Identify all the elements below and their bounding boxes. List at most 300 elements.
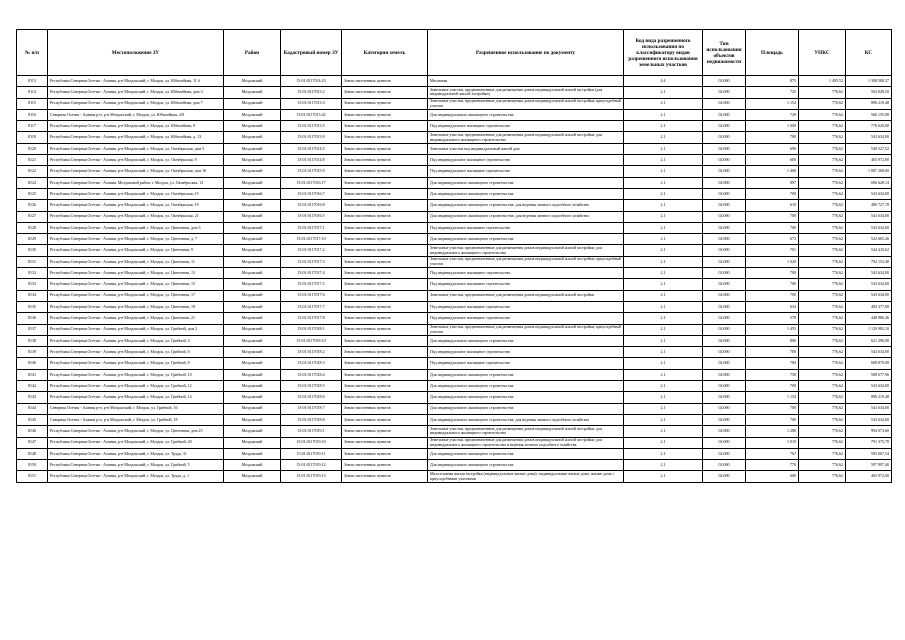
cell-use-code: 2.1 bbox=[624, 268, 703, 279]
cell-land-category: Земли населенных пунктов bbox=[342, 200, 428, 211]
cell-permitted-use: Для индивидуального жилищного строительства bbox=[428, 109, 624, 120]
cell-ks: 566 155,98 bbox=[846, 109, 892, 120]
cell-cadastral-number: 15:01:0117017:2 bbox=[281, 245, 342, 256]
cell-ks: 543 634,00 bbox=[846, 211, 892, 222]
cell-land-category: Земли населенных пунктов bbox=[342, 392, 428, 403]
cell-location: Республика Северная Осетия - Алания, р-н Моздокский, г. Моздок, ул. Юбилейная, 11 б bbox=[48, 76, 224, 87]
cell-district: Моздокский bbox=[224, 471, 281, 482]
col-header-area: Площадь bbox=[746, 30, 799, 76]
cell-permitted-use: Под индивидуальное жилищное строительство bbox=[428, 155, 624, 166]
cell-ks: 543 634,00 bbox=[846, 381, 892, 392]
cell-upks: 776,62 bbox=[799, 426, 846, 437]
cell-use-type: 02:000 bbox=[703, 290, 746, 301]
cell-cadastral-number: 15:01:0117017:3 bbox=[281, 256, 342, 267]
cell-upks: 776,62 bbox=[799, 381, 846, 392]
cell-ks: 492 377,08 bbox=[846, 301, 892, 312]
cell-ks: 543 634,00 bbox=[846, 403, 892, 414]
cell-number: 8130 bbox=[17, 245, 48, 256]
cell-area: 700 bbox=[746, 188, 799, 199]
cell-area: 700 bbox=[746, 290, 799, 301]
cell-use-code: 2.1 bbox=[624, 222, 703, 233]
cell-use-type: 02:000 bbox=[703, 132, 746, 143]
cell-permitted-use: Земельные участки, предназначенные для размещения домов индивидуальной жилой застройки; для индивидуального жилищного строительства и ведения личного подсобного хозяйства bbox=[428, 437, 624, 448]
cell-district: Моздокский bbox=[224, 392, 281, 403]
cell-area: 578 bbox=[746, 313, 799, 324]
cell-use-code: 2.1 bbox=[624, 109, 703, 120]
cell-area: 1 154 bbox=[746, 392, 799, 403]
cell-use-type: 02:000 bbox=[703, 222, 746, 233]
cell-upks: 1 495,52 bbox=[799, 76, 846, 87]
cell-area: 784 bbox=[746, 358, 799, 369]
table-row bbox=[17, 188, 892, 199]
cell-area: 729 bbox=[746, 109, 799, 120]
cell-permitted-use: Под индивидуальное жилищное строительство bbox=[428, 222, 624, 233]
cell-land-category: Земли населенных пунктов bbox=[342, 324, 428, 335]
cell-location: Республика Северная Осетия - Алания, р-н Моздокский, г. Моздок, ул. Грибной, 10 bbox=[48, 369, 224, 380]
cell-upks: 776,62 bbox=[799, 414, 846, 425]
cell-use-type: 02:000 bbox=[703, 109, 746, 120]
cell-location: Республика Северная Осетия - Алания, р-н Моздокский, г. Моздок, ул. Цветочная, 19 bbox=[48, 301, 224, 312]
cell-use-code: 2.1 bbox=[624, 177, 703, 188]
table-row bbox=[17, 460, 892, 471]
cell-ks: 608 870,08 bbox=[846, 358, 892, 369]
table-row bbox=[17, 256, 892, 267]
cell-permitted-use: Земельные участки, предназначенные для размещения домов индивидуальной жилой застройки; для индивидуального жилищного строительства bbox=[428, 245, 624, 256]
cell-cadastral-number: 15:01:0117019:13 bbox=[281, 471, 342, 482]
cell-cadastral-number: 15:01:0117017:10 bbox=[281, 234, 342, 245]
cell-upks: 776,62 bbox=[799, 369, 846, 380]
cell-ks: 792 152,40 bbox=[846, 256, 892, 267]
cell-use-type: 02:000 bbox=[703, 358, 746, 369]
cell-upks: 776,62 bbox=[799, 87, 846, 98]
cell-ks: 540 527,52 bbox=[846, 143, 892, 154]
cell-use-type: 02:000 bbox=[703, 166, 746, 177]
cell-land-category: Земли населенных пунктов bbox=[342, 177, 428, 188]
cell-upks: 776,62 bbox=[799, 256, 846, 267]
cell-area: 758 bbox=[746, 369, 799, 380]
table-row bbox=[17, 290, 892, 301]
table-row bbox=[17, 177, 892, 188]
cell-cadastral-number: 15:01:0117018:3 bbox=[281, 358, 342, 369]
table-row bbox=[17, 87, 892, 98]
cell-use-code: 2.1 bbox=[624, 87, 703, 98]
cell-number: 8133 bbox=[17, 279, 48, 290]
cell-cadastral-number: 15:01:0117019:1 bbox=[281, 426, 342, 437]
cell-district: Моздокский bbox=[224, 256, 281, 267]
cell-location: Республика Северная Осетия - Алания, р-н Моздокский, г. Моздок, ул. Грибной, 6 bbox=[48, 347, 224, 358]
cell-district: Моздокский bbox=[224, 268, 281, 279]
cell-ks: 543 634,00 bbox=[846, 414, 892, 425]
cell-use-code: 4.4 bbox=[624, 76, 703, 87]
cell-upks: 776,62 bbox=[799, 301, 846, 312]
cell-ks: 776 620,00 bbox=[846, 121, 892, 132]
cell-area: 700 bbox=[746, 222, 799, 233]
table-row bbox=[17, 426, 892, 437]
cell-cadastral-number: 15:01:0117013:42 bbox=[281, 109, 342, 120]
cell-ks: 522 665,26 bbox=[846, 234, 892, 245]
cell-land-category: Земли населенных пунктов bbox=[342, 121, 428, 132]
cell-cadastral-number: 15:01:0117016:17 bbox=[281, 177, 342, 188]
cell-permitted-use: Для индивидуального жилищного строительства; для ведения личного подсобного хозяйства bbox=[428, 414, 624, 425]
cell-cadastral-number: 15:01:0117018:10 bbox=[281, 335, 342, 346]
cell-use-type: 02:000 bbox=[703, 76, 746, 87]
cell-area: 770 bbox=[746, 460, 799, 471]
cell-area: 673 bbox=[746, 234, 799, 245]
cell-location: Республика Северная Осетия - Алания, р-н Моздокский, г. Моздок, ул. Октябрьская, дом 5 bbox=[48, 143, 224, 154]
cell-upks: 776,62 bbox=[799, 335, 846, 346]
cell-location: Республика Северная Осетия - Алания, р-н Моздокский, г. Моздок, ул. Октябрьская, 15 bbox=[48, 188, 224, 199]
table-row bbox=[17, 335, 892, 346]
cell-upks: 776,62 bbox=[799, 268, 846, 279]
cell-land-category: Земли населенных пунктов bbox=[342, 222, 428, 233]
cell-area: 1 000 bbox=[746, 121, 799, 132]
cell-use-type: 02:000 bbox=[703, 426, 746, 437]
cell-land-category: Земли населенных пунктов bbox=[342, 460, 428, 471]
cell-number: 8115 bbox=[17, 98, 48, 109]
cell-upks: 776,62 bbox=[799, 313, 846, 324]
table-row bbox=[17, 324, 892, 335]
cell-use-code: 2.1 bbox=[624, 234, 703, 245]
cell-permitted-use: Земельные участки, предназначенные для размещения домов индивидуальной жилой застройки; для индивидуального жилищного строительства bbox=[428, 426, 624, 437]
cell-use-code: 2.1 bbox=[624, 313, 703, 324]
table-row bbox=[17, 109, 892, 120]
cell-upks: 776,62 bbox=[799, 403, 846, 414]
cell-use-type: 02:000 bbox=[703, 268, 746, 279]
table-row bbox=[17, 392, 892, 403]
cell-location: Республика Северная Осетия - Алания, р-н Моздокский, г. Моздок, ул. Цветочная, 9 bbox=[48, 245, 224, 256]
land-plots-table bbox=[16, 29, 892, 483]
cell-number: 8126 bbox=[17, 200, 48, 211]
cell-permitted-use: Земельные участки, предназначенные для размещения домов индивидуальной жилой застройки; приусадебный участок bbox=[428, 98, 624, 109]
cell-number: 8151 bbox=[17, 471, 48, 482]
col-header-number: № п/п bbox=[17, 30, 48, 76]
cell-use-type: 02:000 bbox=[703, 121, 746, 132]
table-row bbox=[17, 448, 892, 459]
cell-upks: 776,62 bbox=[799, 188, 846, 199]
cell-cadastral-number: 15:01:0117013:9 bbox=[281, 132, 342, 143]
cell-district: Моздокский bbox=[224, 177, 281, 188]
cell-location: Республика Северная Осетия - Алания, р-н Моздокский, г. Моздок, ул. Цветочная, дом 23 bbox=[48, 426, 224, 437]
cell-location: Республика Северная Осетия - Алания, р-н Моздокский, г. Моздок, ул. Юбилейная, д. 13 bbox=[48, 132, 224, 143]
cell-district: Моздокский bbox=[224, 279, 281, 290]
cell-district: Моздокский bbox=[224, 347, 281, 358]
cell-district: Моздокский bbox=[224, 98, 281, 109]
cell-permitted-use: Под индивидуальное жилищное строительство bbox=[428, 301, 624, 312]
cell-upks: 776,62 bbox=[799, 211, 846, 222]
cell-permitted-use: Земельные участки под индивидуальный жилой дом bbox=[428, 143, 624, 154]
table-row bbox=[17, 471, 892, 482]
cell-use-code: 2.1 bbox=[624, 347, 703, 358]
cell-area: 619 bbox=[746, 200, 799, 211]
cell-permitted-use: Для индивидуального жилищного строительства bbox=[428, 460, 624, 471]
cell-cadastral-number: 15:01:0117017:8 bbox=[281, 313, 342, 324]
cell-district: Моздокский bbox=[224, 437, 281, 448]
cell-number: 8127 bbox=[17, 211, 48, 222]
table-header-row bbox=[17, 30, 892, 76]
cell-ks: 448 886,36 bbox=[846, 313, 892, 324]
cell-district: Моздокский bbox=[224, 76, 281, 87]
cell-number: 8124 bbox=[17, 177, 48, 188]
cell-ks: 563 049,50 bbox=[846, 87, 892, 98]
cell-area: 897 bbox=[746, 177, 799, 188]
cell-permitted-use: Для индивидуального жилищного строительства; для ведения личного подсобного хозяйства bbox=[428, 211, 624, 222]
cell-use-type: 02:000 bbox=[703, 403, 746, 414]
table-row bbox=[17, 369, 892, 380]
cell-number: 8121 bbox=[17, 155, 48, 166]
cell-location: Республика Северная Осетия - Алания, р-н Моздокский, г. Моздок, ул. Грибной, дом 2 bbox=[48, 324, 224, 335]
cell-location: Северная Осетия - Алания р-н, р-н Моздокский, г. Моздок, ул. Грибной, 16 bbox=[48, 403, 224, 414]
cell-number: 8139 bbox=[17, 347, 48, 358]
cell-upks: 776,62 bbox=[799, 109, 846, 120]
cell-cadastral-number: 15:01:0117016:7 bbox=[281, 188, 342, 199]
cell-location: Республика Северная Осетия - Алания, р-н Моздокский, г. Моздок, ул. Грибной, 5 bbox=[48, 460, 224, 471]
cell-use-code: 2.1 bbox=[624, 121, 703, 132]
cell-district: Моздокский bbox=[224, 87, 281, 98]
cell-location: Республика Северная Осетия - Алания, р-н Моздокский, г. Моздок, ул. Цветочная, 11 bbox=[48, 256, 224, 267]
cell-area: 1 455 bbox=[746, 324, 799, 335]
cell-cadastral-number: 15:01:0117013:5 bbox=[281, 121, 342, 132]
cell-permitted-use: Под индивидуальное жилищное строительство bbox=[428, 347, 624, 358]
cell-land-category: Земли населенных пунктов bbox=[342, 347, 428, 358]
cell-location: Республика Северная Осетия - Алания, р-н Моздокский, г. Моздок, ул. Цветочная, 17 bbox=[48, 290, 224, 301]
cell-area: 1 280 bbox=[746, 426, 799, 437]
cell-permitted-use: Под индивидуальное жилищное строительство bbox=[428, 268, 624, 279]
cell-upks: 776,62 bbox=[799, 324, 846, 335]
cell-permitted-use: Малоэтажная жилая застройка (индивидуальные жилые дома); индивидуальные жилые дома, жилые дома с приусадебными участками bbox=[428, 471, 624, 482]
table-row bbox=[17, 301, 892, 312]
cell-area: 1 019 bbox=[746, 437, 799, 448]
cell-upks: 776,62 bbox=[799, 155, 846, 166]
cell-land-category: Земли населенных пунктов bbox=[342, 143, 428, 154]
cell-ks: 1 087 268,00 bbox=[846, 166, 892, 177]
cell-number: 8116 bbox=[17, 109, 48, 120]
cell-area: 800 bbox=[746, 335, 799, 346]
cell-use-code: 2.1 bbox=[624, 392, 703, 403]
cell-ks: 595 667,54 bbox=[846, 448, 892, 459]
cell-upks: 776,62 bbox=[799, 245, 846, 256]
cell-upks: 776,62 bbox=[799, 177, 846, 188]
cell-cadastral-number: 15:01:0117018:1 bbox=[281, 324, 342, 335]
cell-land-category: Земли населенных пунктов bbox=[342, 290, 428, 301]
cell-district: Моздокский bbox=[224, 369, 281, 380]
cell-permitted-use: Для индивидуального жилищного строительства; для ведения личного подсобного хозяйства bbox=[428, 200, 624, 211]
cell-upks: 776,62 bbox=[799, 222, 846, 233]
cell-cadastral-number: 15:01:0117014:5 bbox=[281, 143, 342, 154]
cell-land-category: Земли населенных пунктов bbox=[342, 426, 428, 437]
cell-number: 8140 bbox=[17, 358, 48, 369]
cell-number: 8143 bbox=[17, 392, 48, 403]
col-header-use-type: Тип использования объектов недвижимости bbox=[703, 30, 746, 76]
cell-use-code: 2.1 bbox=[624, 279, 703, 290]
cell-upks: 776,62 bbox=[799, 460, 846, 471]
cell-location: Северная Осетия - Алания р-н, р-н Моздокский, г. Моздок, ул. Юбилейная, 4/8 bbox=[48, 109, 224, 120]
cell-use-type: 02:000 bbox=[703, 381, 746, 392]
cell-district: Моздокский bbox=[224, 290, 281, 301]
cell-area: 701 bbox=[746, 245, 799, 256]
cell-number: 8142 bbox=[17, 381, 48, 392]
cell-permitted-use: Земельные участки, предназначенные для размещения домов индивидуальной жилой застройки; для индивидуального жилищного строительства bbox=[428, 132, 624, 143]
cell-location: Республика Северная Осетия - Алания, р-н Моздокский, г. Моздок, ул. Юбилейная, 9 bbox=[48, 121, 224, 132]
cell-cadastral-number: 15:01:0117018:7 bbox=[281, 403, 342, 414]
cell-cadastral-number: 15:01:0117018:4 bbox=[281, 369, 342, 380]
cell-use-type: 02:000 bbox=[703, 471, 746, 482]
cell-number: 8150 bbox=[17, 460, 48, 471]
cell-ks: 543 634,00 bbox=[846, 222, 892, 233]
cell-area: 634 bbox=[746, 301, 799, 312]
cell-number: 8138 bbox=[17, 335, 48, 346]
cell-district: Моздокский bbox=[224, 358, 281, 369]
cell-location: Республика Северная Осетия - Алания, Моздокский район, г. Моздок, ул. Октябрьская, 13 bbox=[48, 177, 224, 188]
cell-ks: 465 972,00 bbox=[846, 471, 892, 482]
cell-use-type: 02:000 bbox=[703, 392, 746, 403]
cell-use-code: 2.1 bbox=[624, 335, 703, 346]
cell-use-type: 02:000 bbox=[703, 200, 746, 211]
cell-location: Республика Северная Осетия - Алания, р-н Моздокский, г. Моздок, ул. Цветочная, 21 bbox=[48, 313, 224, 324]
cell-permitted-use: Для индивидуального жилищного строительства bbox=[428, 381, 624, 392]
cell-upks: 776,62 bbox=[799, 200, 846, 211]
cell-use-type: 02:000 bbox=[703, 177, 746, 188]
cell-district: Моздокский bbox=[224, 211, 281, 222]
cell-permitted-use: Для индивидуального жилищного строительства bbox=[428, 335, 624, 346]
table-row bbox=[17, 347, 892, 358]
cell-number: 8136 bbox=[17, 313, 48, 324]
cell-cadastral-number: 15:01:0117018:6 bbox=[281, 392, 342, 403]
cell-ks: 543 634,00 bbox=[846, 347, 892, 358]
col-header-cadastral-number: Кадастровый номер ЗУ bbox=[281, 30, 342, 76]
cell-land-category: Земли населенных пунктов bbox=[342, 155, 428, 166]
cell-number: 8131 bbox=[17, 256, 48, 267]
cell-ks: 543 634,00 bbox=[846, 268, 892, 279]
cell-use-code: 2.1 bbox=[624, 403, 703, 414]
cell-district: Моздокский bbox=[224, 381, 281, 392]
cell-number: 8120 bbox=[17, 143, 48, 154]
cell-cadastral-number: 15:01:0117018:5 bbox=[281, 381, 342, 392]
cell-use-code: 2.1 bbox=[624, 426, 703, 437]
cell-district: Моздокский bbox=[224, 403, 281, 414]
cell-location: Северная Осетия - Алания р-н, р-н Моздокский, г. Моздок, ул. Грибной, 18 bbox=[48, 414, 224, 425]
table-row bbox=[17, 132, 892, 143]
cell-number: 8118 bbox=[17, 132, 48, 143]
cell-ks: 465 972,00 bbox=[846, 155, 892, 166]
cell-upks: 776,62 bbox=[799, 437, 846, 448]
cell-use-type: 02:000 bbox=[703, 234, 746, 245]
cell-land-category: Земли населенных пунктов bbox=[342, 256, 428, 267]
cell-use-code: 2.1 bbox=[624, 448, 703, 459]
cell-cadastral-number: 15:01:0117016:8 bbox=[281, 200, 342, 211]
cell-district: Моздокский bbox=[224, 414, 281, 425]
cell-ks: 1 129 982,10 bbox=[846, 324, 892, 335]
cell-upks: 776,62 bbox=[799, 234, 846, 245]
cell-area: 700 bbox=[746, 268, 799, 279]
cell-upks: 776,62 bbox=[799, 290, 846, 301]
cell-permitted-use: Для индивидуального жилищного строительства bbox=[428, 177, 624, 188]
cell-use-type: 02:000 bbox=[703, 335, 746, 346]
cell-use-type: 02:000 bbox=[703, 245, 746, 256]
col-header-ks: КС bbox=[846, 30, 892, 76]
cell-use-type: 02:000 bbox=[703, 256, 746, 267]
cell-use-code: 2.1 bbox=[624, 256, 703, 267]
cell-use-code: 2.1 bbox=[624, 414, 703, 425]
cell-permitted-use: Под индивидуальное жилищное строительство bbox=[428, 166, 624, 177]
cell-area: 1 400 bbox=[746, 166, 799, 177]
cell-ks: 543 634,00 bbox=[846, 290, 892, 301]
table-row bbox=[17, 121, 892, 132]
cell-cadastral-number: 15:01:0117017:4 bbox=[281, 268, 342, 279]
table-row bbox=[17, 279, 892, 290]
cell-district: Моздокский bbox=[224, 335, 281, 346]
cell-use-type: 02:000 bbox=[703, 414, 746, 425]
cell-ks: 543 634,00 bbox=[846, 188, 892, 199]
cell-use-type: 02:000 bbox=[703, 347, 746, 358]
table-row bbox=[17, 234, 892, 245]
table-row bbox=[17, 200, 892, 211]
table-row bbox=[17, 166, 892, 177]
cell-use-type: 02:000 bbox=[703, 211, 746, 222]
cell-use-code: 2.1 bbox=[624, 98, 703, 109]
col-header-district: Район bbox=[224, 30, 281, 76]
cell-land-category: Земли населенных пунктов bbox=[342, 268, 428, 279]
cell-use-type: 02:000 bbox=[703, 437, 746, 448]
cell-location: Республика Северная Осетия - Алания, р-н Моздокский, г. Моздок, ул. Цветочная, дом 3 bbox=[48, 222, 224, 233]
table-row bbox=[17, 268, 892, 279]
cell-use-code: 2.1 bbox=[624, 155, 703, 166]
cell-land-category: Земли населенных пунктов bbox=[342, 234, 428, 245]
cell-permitted-use: Для индивидуального жилищного строительства bbox=[428, 188, 624, 199]
cell-permitted-use: Земельные участки, предназначенные для размещения домов индивидуальной жилой застройки bbox=[428, 290, 624, 301]
col-header-use-code: Код вида разрешенного использования по классификатору видов разрешенного использования земельных участков bbox=[624, 30, 703, 76]
cell-number: 8117 bbox=[17, 121, 48, 132]
cell-use-code: 2.1 bbox=[624, 132, 703, 143]
cell-upks: 776,62 bbox=[799, 166, 846, 177]
table-row bbox=[17, 381, 892, 392]
cell-district: Моздокский bbox=[224, 324, 281, 335]
cell-land-category: Земли населенных пунктов bbox=[342, 471, 428, 482]
cell-use-type: 02:000 bbox=[703, 460, 746, 471]
cell-district: Моздокский bbox=[224, 222, 281, 233]
cell-cadastral-number: 15:01:0117014:8 bbox=[281, 155, 342, 166]
cell-land-category: Земли населенных пунктов bbox=[342, 87, 428, 98]
cell-use-code: 2.1 bbox=[624, 245, 703, 256]
cell-district: Моздокский bbox=[224, 166, 281, 177]
cell-land-category: Земли населенных пунктов bbox=[342, 279, 428, 290]
cell-upks: 776,62 bbox=[799, 143, 846, 154]
cell-land-category: Земли населенных пунктов bbox=[342, 301, 428, 312]
col-header-permitted-use: Разрешенное использование по документу bbox=[428, 30, 624, 76]
cell-use-type: 02:000 bbox=[703, 155, 746, 166]
cell-area: 1 154 bbox=[746, 98, 799, 109]
cell-location: Республика Северная Осетия - Алания, р-н Моздокский, г. Моздок, ул. Октябрьская, 9 bbox=[48, 155, 224, 166]
cell-use-code: 2.1 bbox=[624, 290, 703, 301]
cell-cadastral-number: 15:01:0117017:1 bbox=[281, 222, 342, 233]
cell-cadastral-number: 15:01:0117019:12 bbox=[281, 460, 342, 471]
cell-cadastral-number: 15:01:0117013:3 bbox=[281, 98, 342, 109]
cell-land-category: Земли населенных пунктов bbox=[342, 437, 428, 448]
cell-number: 8132 bbox=[17, 268, 48, 279]
cell-use-code: 2.1 bbox=[624, 200, 703, 211]
cell-cadastral-number: 15:01:0117013:2 bbox=[281, 87, 342, 98]
cell-district: Моздокский bbox=[224, 460, 281, 471]
table-row bbox=[17, 403, 892, 414]
cell-location: Республика Северная Осетия - Алания, р-н Моздокский, г. Моздок, ул. Труда, д. 1 bbox=[48, 471, 224, 482]
cell-land-category: Земли населенных пунктов bbox=[342, 335, 428, 346]
cell-ks: 994 073,60 bbox=[846, 426, 892, 437]
cell-use-type: 02:000 bbox=[703, 98, 746, 109]
cell-land-category: Земли населенных пунктов bbox=[342, 414, 428, 425]
cell-district: Моздокский bbox=[224, 109, 281, 120]
cell-upks: 776,62 bbox=[799, 347, 846, 358]
cell-ks: 896 219,48 bbox=[846, 392, 892, 403]
cell-land-category: Земли населенных пунктов bbox=[342, 313, 428, 324]
